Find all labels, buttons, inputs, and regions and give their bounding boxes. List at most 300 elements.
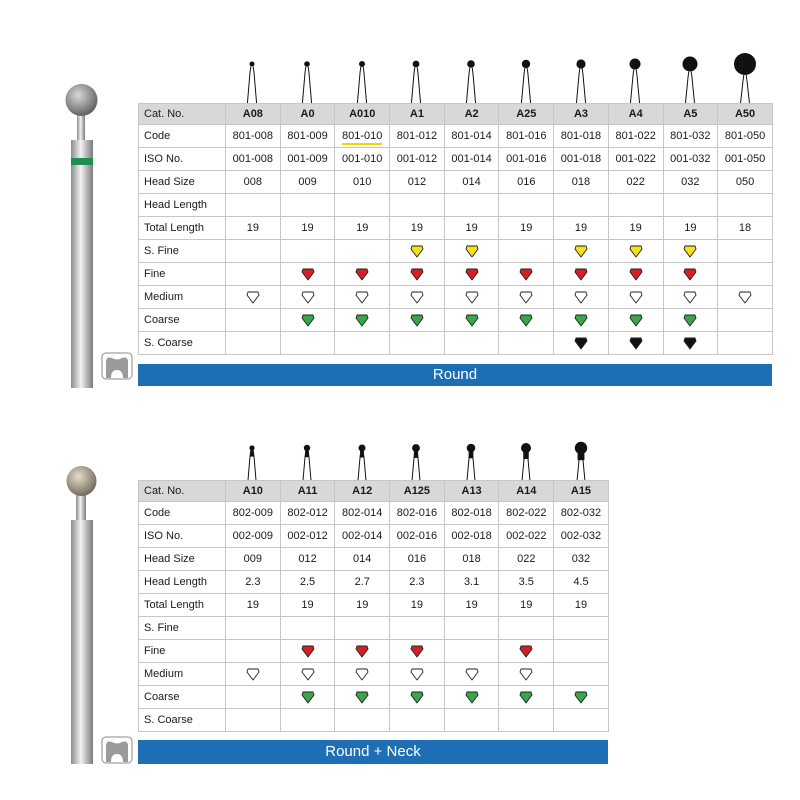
iso-no-value: 002-016 [396,530,438,542]
total-length-value: 19 [410,222,424,234]
grit-cell-fine [608,263,663,286]
row-label: ISO No. [139,525,226,548]
bur-photo-round-neck [64,464,100,764]
total-length-cell [226,217,281,240]
grit-cell-coarse [554,309,609,332]
spec-table-round-neck [138,480,609,732]
head-length-value: 2.7 [354,576,370,588]
head-length-cell [554,194,609,217]
cat-no-value: A50 [734,108,756,120]
grit-cell-fine [335,640,390,663]
grit-cell-coarse [280,686,335,709]
head-size-value: 050 [735,176,755,188]
total-length-cell [554,594,609,617]
cat-no-value: A25 [516,108,537,120]
cat-no-value: A2 [464,108,479,120]
row-head-length [139,194,773,217]
total-length-cell [718,217,773,240]
grit-fine-icon [519,644,533,658]
head-length-value: 2.3 [245,576,261,588]
head-profile-a010-icon [347,50,377,110]
grit-cell-medium [499,286,554,309]
row-head-size [139,171,773,194]
grit-medium-icon [738,290,752,304]
cat-no-value: A15 [570,485,592,497]
grit-cell-medium [390,663,445,686]
grit-cell-coarse [663,309,718,332]
total-length-value: 19 [465,599,478,611]
code-value: 801-009 [287,130,328,142]
product-round-neck [0,400,800,800]
grit-cell-s-fine [608,240,663,263]
iso-no-value: 001-010 [342,153,383,165]
head-size-cell [663,171,718,194]
head-size-cell [444,548,499,571]
code-cell [444,125,499,148]
code-value: 801-008 [232,130,274,142]
grit-cell-medium [499,663,554,686]
head-size-cell [390,548,445,571]
cat-no-value: A010 [349,108,376,120]
grit-cell-fine [554,263,609,286]
row-total-length [139,594,609,617]
head-size-value: 016 [407,553,427,565]
code-value: 801-018 [560,130,602,142]
iso-no-value: 001-050 [724,153,766,165]
row-label: ISO No. [139,148,226,171]
total-length-value: 19 [520,222,533,234]
grit-fine-icon [465,267,479,281]
grit-cell-s-fine [554,240,609,263]
code-cell [280,502,335,525]
grit-cell-medium [608,286,663,309]
head-length-cell [499,194,554,217]
row-total-length [139,217,773,240]
grit-fine-icon [355,644,369,658]
grit-cell-medium [335,663,390,686]
iso-no-cell [226,148,281,171]
total-length-cell [608,217,663,240]
code-cell [663,125,718,148]
cat-no-cell [554,481,609,502]
head-size-cell [226,548,281,571]
row-label: Head Length [139,571,226,594]
grit-cell-s-coarse [499,709,554,732]
head-length-cell [335,194,390,217]
grit-cell-fine [335,263,390,286]
grit-fine-icon [301,644,315,658]
code-cell [608,125,663,148]
cat-no-value: A11 [297,485,318,497]
grit-medium-icon [574,290,588,304]
code-cell [390,125,445,148]
total-length-cell [226,594,281,617]
head-length-cell [390,571,445,594]
grit-medium-icon [355,667,369,681]
row-iso-no [139,525,609,548]
grit-cell-medium [226,286,281,309]
grit-coarse-icon [574,690,588,704]
head-length-value: 2.5 [299,576,316,588]
iso-no-cell [335,525,390,548]
iso-no-value: 001-016 [506,153,547,165]
cat-no-cell [554,104,609,125]
grit-s-fine-icon [683,244,697,258]
row-label: Medium [139,663,226,686]
head-size-value: 014 [353,553,372,565]
grit-cell-s-coarse [444,709,499,732]
cat-no-value: A3 [573,108,588,120]
grit-medium-icon [683,290,697,304]
grit-cell-medium [444,663,499,686]
section-band-round-neck: Round + Neck [138,740,608,764]
code-value: 802-016 [396,507,438,519]
code-value: 802-014 [342,507,383,519]
head-length-cell [390,194,445,217]
row-coarse [139,309,773,332]
iso-no-value: 001-018 [560,153,602,165]
iso-no-cell [499,148,554,171]
grit-cell-coarse [226,309,281,332]
head-length-cell [226,571,281,594]
grit-coarse-icon [355,313,369,327]
grit-cell-fine [444,640,499,663]
total-length-cell [663,217,718,240]
total-length-value: 19 [356,222,369,234]
total-length-cell [499,594,554,617]
head-length-cell [718,194,773,217]
head-size-value: 022 [517,553,536,565]
iso-no-value: 002-018 [451,530,492,542]
code-value: 802-012 [287,507,328,519]
grit-cell-s-coarse [226,709,281,732]
grit-medium-icon [519,667,533,681]
total-length-value: 19 [520,599,533,611]
grit-cell-s-fine [280,240,335,263]
total-length-cell [335,217,390,240]
iso-no-value: 001-014 [451,153,492,165]
total-length-value: 18 [738,222,752,234]
grit-cell-coarse [499,686,554,709]
cat-no-cell [226,481,281,502]
grit-cell-medium [554,663,609,686]
iso-no-cell [390,525,445,548]
head-size-value: 014 [462,176,481,188]
iso-no-cell [444,525,499,548]
code-cell [335,502,390,525]
grit-coarse-icon [574,313,588,327]
grit-cell-s-coarse [499,332,554,355]
grit-fine-icon [683,267,697,281]
grit-cell-s-fine [226,240,281,263]
total-length-value: 19 [301,222,314,234]
cat-no-cell [280,481,335,502]
grit-medium-icon [410,667,424,681]
head-size-cell [499,171,554,194]
grit-fine-icon [574,267,588,281]
head-length-cell [499,571,554,594]
grit-cell-coarse [335,686,390,709]
grit-cell-fine [390,263,445,286]
total-length-value: 19 [684,222,697,234]
grit-cell-medium [280,663,335,686]
total-length-cell [280,217,335,240]
grit-cell-s-fine [335,240,390,263]
grit-s-coarse-icon [629,336,643,350]
grit-cell-s-fine [499,240,554,263]
iso-no-cell [663,148,718,171]
total-length-value: 19 [465,222,478,234]
iso-no-value: 002-022 [506,530,547,542]
head-size-value: 012 [298,553,317,565]
grit-fine-icon [410,267,424,281]
total-length-cell [335,594,390,617]
head-size-value: 016 [517,176,536,188]
head-length-cell [280,194,335,217]
grit-cell-fine [226,640,281,663]
code-value: 801-050 [724,130,766,142]
iso-no-value: 002-009 [232,530,274,542]
total-length-value: 19 [574,599,588,611]
grit-medium-icon [246,290,260,304]
grit-cell-fine [280,640,335,663]
code-cell [718,125,773,148]
grit-cell-fine [280,263,335,286]
grit-cell-s-coarse [608,332,663,355]
grit-cell-medium [444,286,499,309]
code-value: 801-016 [506,130,547,142]
code-cell [390,502,445,525]
grit-coarse-icon [519,690,533,704]
row-label: Coarse [139,309,226,332]
iso-no-cell [499,525,554,548]
grit-cell-s-coarse [444,332,499,355]
grit-cell-coarse [608,309,663,332]
head-length-value: 3.5 [518,576,534,588]
cat-no-cell [335,481,390,502]
grit-cell-s-coarse [335,332,390,355]
head-profile-a2-icon [456,50,486,110]
head-size-value: 008 [243,176,263,188]
cat-no-value: A08 [242,108,263,120]
grit-coarse-icon [301,690,315,704]
row-medium [139,286,773,309]
row-cat-no [139,481,609,502]
grit-cell-medium [335,286,390,309]
grit-s-coarse-icon [574,336,588,350]
tooth-profile-icon [101,352,133,380]
grit-medium-icon [410,290,424,304]
cat-no-cell [280,104,335,125]
grit-cell-fine [390,640,445,663]
code-cell [226,502,281,525]
head-size-value: 009 [243,553,263,565]
head-size-cell [608,171,663,194]
code-value: 801-032 [670,130,711,142]
grit-medium-icon [519,290,533,304]
row-label: Cat. No. [139,104,226,125]
head-size-value: 018 [571,176,591,188]
grit-cell-s-coarse [390,709,445,732]
row-label: Head Length [139,194,226,217]
head-length-value: 4.5 [573,576,589,588]
row-s-coarse [139,709,609,732]
cat-no-cell [499,481,554,502]
grit-cell-s-fine [444,617,499,640]
code-value: 801-010 [342,130,382,145]
head-profile-a1-icon [401,50,431,110]
grit-coarse-icon [410,313,424,327]
grit-fine-icon [301,267,315,281]
head-size-cell [554,171,609,194]
code-value: 801-014 [451,130,492,142]
head-size-cell [499,548,554,571]
head-size-cell [444,171,499,194]
cat-no-cell [718,104,773,125]
grit-fine-icon [410,644,424,658]
cat-no-cell [444,104,499,125]
head-profile-a3-icon [566,50,596,110]
iso-no-cell [554,525,609,548]
grit-medium-icon [465,667,479,681]
row-label: Code [139,502,226,525]
cat-no-value: A13 [461,485,482,497]
grit-cell-coarse [718,309,773,332]
iso-no-cell [390,148,445,171]
grit-cell-fine [554,640,609,663]
row-label: Head Size [139,548,226,571]
grit-cell-medium [554,286,609,309]
row-label: Fine [139,263,226,286]
grit-cell-fine [444,263,499,286]
code-value: 802-032 [560,507,602,519]
code-cell [226,125,281,148]
bur-photo-round [64,82,100,388]
cat-no-cell [390,104,445,125]
grit-cell-s-coarse [226,332,281,355]
grit-cell-coarse [444,686,499,709]
iso-no-value: 001-022 [615,153,656,165]
grit-cell-s-fine [718,240,773,263]
total-length-value: 19 [574,222,588,234]
grit-cell-medium [390,286,445,309]
total-length-cell [499,217,554,240]
iso-no-cell [554,148,609,171]
total-length-value: 19 [301,599,314,611]
code-value: 802-009 [232,507,274,519]
grit-cell-s-coarse [718,332,773,355]
head-length-cell [444,571,499,594]
code-value: 802-018 [451,507,492,519]
row-label: Head Size [139,171,226,194]
iso-no-cell [280,525,335,548]
grit-cell-s-fine [390,617,445,640]
cat-no-cell [335,104,390,125]
grit-s-fine-icon [629,244,643,258]
iso-no-cell [280,148,335,171]
cat-no-value: A12 [352,485,373,497]
total-length-cell [390,594,445,617]
grit-medium-icon [301,290,315,304]
head-size-value: 022 [626,176,645,188]
head-length-cell [335,571,390,594]
head-length-value: 3.1 [463,576,480,588]
head-size-value: 010 [353,176,372,188]
iso-no-value: 001-009 [287,153,328,165]
head-length-cell [554,571,609,594]
grit-medium-icon [629,290,643,304]
grit-cell-medium [663,286,718,309]
grit-cell-medium [718,286,773,309]
row-label: S. Coarse [139,332,226,355]
row-label: S. Coarse [139,709,226,732]
cat-no-value: A1 [409,108,424,120]
head-profile-icons [138,50,772,110]
row-head-length [139,571,609,594]
head-length-cell [608,194,663,217]
grit-s-coarse-icon [683,336,697,350]
grit-fine-icon [355,267,369,281]
head-size-cell [280,548,335,571]
grit-cell-medium [226,663,281,686]
row-code [139,502,609,525]
spec-table-round [138,103,773,355]
code-value: 801-012 [396,130,438,142]
grit-coarse-icon [301,313,315,327]
grit-s-fine-icon [465,244,479,258]
row-label: Total Length [139,217,226,240]
iso-no-value: 002-014 [342,530,383,542]
total-length-cell [554,217,609,240]
head-length-cell [226,194,281,217]
grit-medium-icon [465,290,479,304]
grit-cell-fine [718,263,773,286]
grit-coarse-icon [465,690,479,704]
head-profile-a4-icon [620,50,650,110]
head-size-cell [718,171,773,194]
grit-medium-icon [301,667,315,681]
cat-no-cell [499,104,554,125]
cat-no-cell [663,104,718,125]
cat-no-value: A5 [683,108,698,120]
head-size-cell [554,548,609,571]
grit-coarse-icon [683,313,697,327]
head-profile-a50-icon [730,50,760,110]
code-cell [554,502,609,525]
iso-no-cell [608,148,663,171]
grit-s-fine-icon [410,244,424,258]
row-label: S. Fine [139,240,226,263]
row-fine [139,263,773,286]
cat-no-cell [390,481,445,502]
head-size-value: 032 [571,553,591,565]
head-size-value: 018 [462,553,481,565]
grit-cell-s-fine [226,617,281,640]
grit-cell-coarse [335,309,390,332]
head-length-value: 2.3 [409,576,425,588]
grit-cell-s-coarse [554,332,609,355]
row-label: Code [139,125,226,148]
cat-no-value: A125 [403,485,431,497]
row-medium [139,663,609,686]
head-profile-a5-icon [675,50,705,110]
total-length-value: 19 [246,222,259,234]
head-size-cell [390,171,445,194]
row-s-coarse [139,332,773,355]
row-s-fine [139,617,609,640]
iso-no-cell [718,148,773,171]
head-size-value: 012 [407,176,427,188]
